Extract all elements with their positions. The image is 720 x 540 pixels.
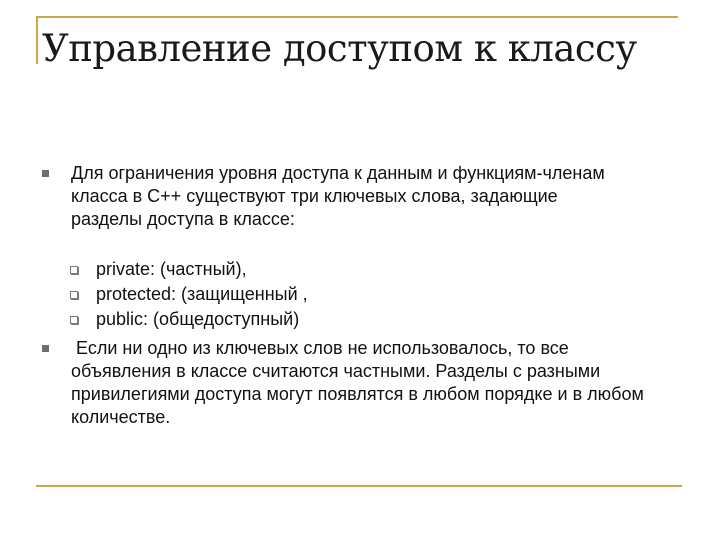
bullet-text-1: Для ограничения уровня доступа к данным и функциям-членам класса в C++ существуют три ключевых слова, задающие разделы доступа в классе: [71,163,605,229]
sub-item-public: public: (общедоступный) [96,309,300,329]
sub-item-protected: protected: (защищенный , [96,284,308,304]
frame-left-rule [36,16,38,64]
slide-title: Управление доступом к классу [42,27,637,70]
frame-top-rule [36,16,678,18]
sub-bullet-marker-2 [70,291,78,299]
bullet-marker-2 [42,345,49,352]
sub-item-private: private: (частный), [96,259,247,279]
bullet-text-2: Если ни одно из ключевых слов не использовалось, то все объявления в классе считаются частными. Разделы с разными привилегиями доступа могут появлятся в любом порядке и в любом количестве. [71,338,649,427]
frame-bottom-rule [36,485,682,487]
bullet-marker-1 [42,170,49,177]
sub-bullet-marker-1 [70,266,78,274]
sub-bullet-marker-3 [70,316,78,324]
